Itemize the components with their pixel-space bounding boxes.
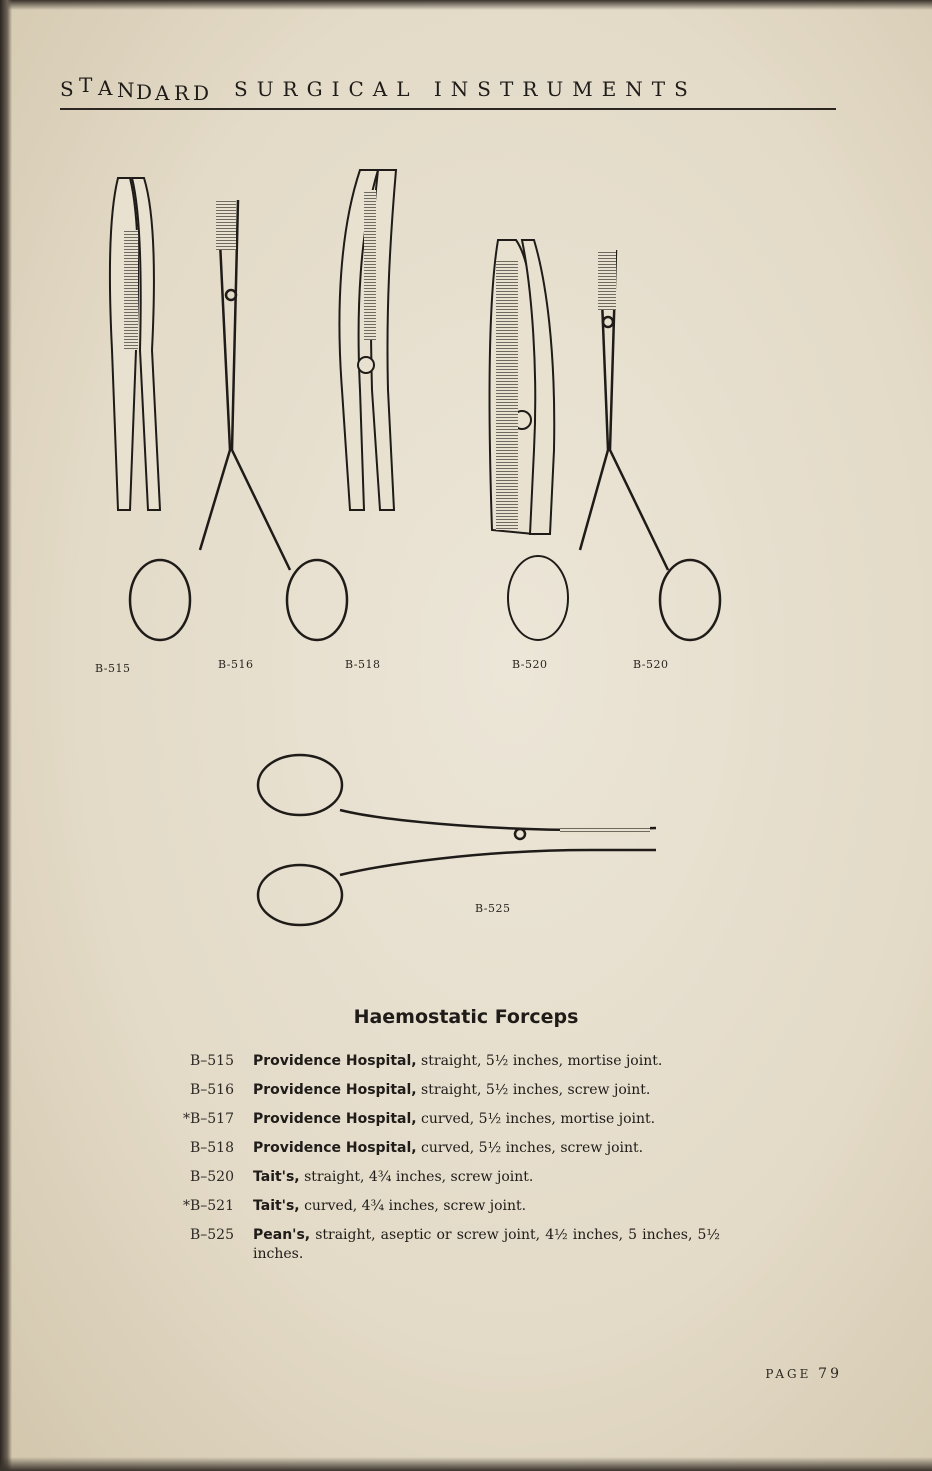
page-binding-shadow <box>0 0 12 1471</box>
page-number-value: 79 <box>818 1366 842 1382</box>
figure-label: B-520 <box>633 658 669 671</box>
header-rule <box>60 108 836 110</box>
item-code: B–515 <box>189 1053 234 1069</box>
item-code: B–516 <box>189 1082 234 1098</box>
item-name: Providence Hospital, <box>253 1082 417 1098</box>
list-item <box>160 1197 720 1216</box>
section-title: Haemostatic Forceps <box>353 1006 579 1028</box>
item-code: B–518 <box>189 1140 234 1156</box>
page-bottom-shadow <box>0 1457 932 1471</box>
item-name: Tait's, <box>253 1169 300 1185</box>
instrument-illustrations <box>60 150 860 950</box>
forceps-b520-open <box>490 240 568 640</box>
forceps-b516 <box>130 200 347 640</box>
item-description <box>253 1197 720 1216</box>
page-top-shadow <box>0 0 932 10</box>
item-code: *B–517 <box>182 1111 234 1127</box>
item-details: curved, 5½ inches, mortise joint. <box>416 1111 656 1127</box>
item-details: straight, aseptic or screw joint, 4½ inches, 5 inches, 5½ inches. <box>253 1227 720 1262</box>
item-details: curved, 5½ inches, screw joint. <box>416 1140 644 1156</box>
item-description <box>253 1081 720 1100</box>
item-description <box>253 1052 720 1071</box>
item-code: B–525 <box>189 1227 234 1243</box>
forceps-b515 <box>110 178 160 510</box>
page-label: PAGE <box>765 1367 812 1381</box>
figure-label: B-515 <box>95 662 131 675</box>
forceps-b520-closed <box>580 250 720 640</box>
item-details: straight, 4¾ inches, screw joint. <box>299 1169 534 1185</box>
list-item <box>160 1226 720 1264</box>
item-description <box>253 1226 720 1264</box>
item-description <box>253 1110 720 1129</box>
item-name: Providence Hospital, <box>253 1111 417 1127</box>
item-name: Tait's, <box>253 1198 300 1214</box>
svg-text:STANDARDSURGICAL INSTRUMENTS: STANDARD SURGICAL INSTRUMENTS <box>60 73 697 105</box>
figure-label: B-520 <box>512 658 548 671</box>
list-item <box>160 1052 720 1071</box>
figure-label: B-525 <box>475 902 511 915</box>
item-description <box>253 1168 720 1187</box>
page-header <box>58 66 838 130</box>
item-code: B–520 <box>189 1169 234 1185</box>
item-name: Pean's, <box>253 1227 311 1243</box>
header-title <box>58 66 838 122</box>
list-item <box>160 1081 720 1100</box>
page-number <box>765 1366 842 1382</box>
item-list <box>160 1052 720 1274</box>
figure-label: B-518 <box>345 658 381 671</box>
item-name: Providence Hospital, <box>253 1140 417 1156</box>
forceps-drawings <box>60 150 860 950</box>
forceps-b525 <box>258 755 656 925</box>
figure-label: B-516 <box>218 658 254 671</box>
list-item <box>160 1139 720 1158</box>
item-details: straight, 5½ inches, mortise joint. <box>416 1053 663 1069</box>
item-details: straight, 5½ inches, screw joint. <box>416 1082 651 1098</box>
item-description <box>253 1139 720 1158</box>
list-item <box>160 1168 720 1187</box>
item-code: *B–521 <box>182 1198 234 1214</box>
list-item <box>160 1110 720 1129</box>
forceps-b518 <box>339 170 396 510</box>
item-details: curved, 4¾ inches, screw joint. <box>299 1198 527 1214</box>
item-name: Providence Hospital, <box>253 1053 417 1069</box>
